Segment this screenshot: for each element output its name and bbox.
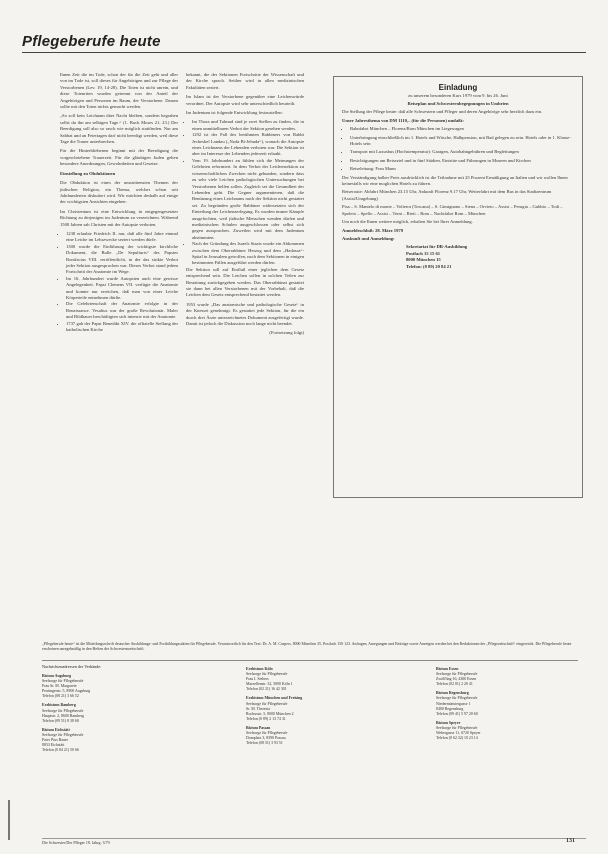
- invitation-box: [333, 76, 583, 498]
- paragraph: „So soll kein Leichnam über Nacht bleiben, sondern begraben sollst du ihn am selbigen Tage.“ (1. Buch Moses 21, 23.) Der Beerdigung soll also so rasch wie möglich stattfinden. Nur am Sabbat und an Feiertagen darf nicht beerdigt werden, weil diese Tage die Trauer unterbrechen.: [60, 113, 178, 145]
- address-line: Niedermünstergasse 1: [436, 701, 471, 706]
- address-block: [436, 721, 586, 741]
- address-line: Seelsorge für Pflegeberufe: [42, 708, 84, 713]
- paragraph: Im Islam ist der Verstorbene gegenüber eine Leichenwürde verordnet. Der Autopsie wird sehr unterschiedlich beurteilt.: [186, 94, 304, 106]
- paragraph: Unser Jahresthema von DM 1110,– (für die Personen) umfaßt:: [342, 117, 464, 123]
- address-block: [246, 726, 390, 746]
- address-block: [246, 667, 390, 692]
- address-line: Seelsorge für Pflegeberufe: [246, 701, 288, 706]
- address-block: [436, 667, 586, 687]
- list-item: • Besichtigungen am Reiseziel und in fünf Städten, Eintritte und Führungen in Museen und Kirchen: [350, 158, 574, 164]
- contact-line: Sekretariat für DB-Ausbildung: [406, 244, 468, 250]
- article-column-1: [60, 72, 178, 333]
- address-line: Telefon (02 21) 16 42 301: [246, 687, 287, 692]
- list-item: • 1238 erlaubte Friedrich II. nur, daß alle fünf Jahre einmal eine Leiche im Lehrzwecke seziert werden dürfe.: [66, 231, 178, 244]
- address-column-2: [246, 667, 390, 750]
- deadline-date: 28. März 1979: [375, 227, 403, 233]
- paragraph: Pisa – S. Mantelo di monte – Volterra (Toscana) – S. Gimignano – Siena – Orvieto – Assisi – Perugia – Gubbio – Todi – Spoleto – Spello – Assisi – Terni – Rieti – Rom – Nachtfahrt Rom – München: [342, 204, 563, 216]
- section-title: Pflegeberufe heute: [22, 33, 161, 50]
- address-name: Bistum Essen: [436, 667, 459, 671]
- address-name: Bistum Passau: [246, 725, 271, 730]
- address-name: Bistum Regensburg: [436, 691, 469, 696]
- paragraph: Die Obduktion ist eines der umstrittensten Themen der jüdischen Religion, ein Thema, welcher schon seit Jahrhunderten diskutiert wird. Wir möchten deshalb auf einige der wichtigsten Ansichten eingehen:: [60, 180, 178, 205]
- address-line: 8400 Regensburg: [436, 706, 464, 711]
- address-name: Bistum Augsburg: [42, 674, 72, 678]
- bullet-list: [342, 126, 574, 172]
- invitation-subtitle: zu unserem besonderen Kurs 1979 vom 9. bis 26. Juni: [408, 93, 508, 98]
- paragraph: Ihnen Zeit die im Tode, schon der für die Zeit geht und aller von im Tode ist, soll dieses für Angehörigen und zur Pflege der Verstorbenen (Lev. 19, 14-28). Die Toten ist nicht unrein, und diese Totenriten wurden getrennt von der Anteil der Angehörigen und Personen im Raum, der Verstorbene. Darum sollte mit den Toten nichts gemacht werden.: [60, 72, 178, 110]
- continued-note: (Fortsetzung folgt): [269, 330, 304, 336]
- address-line: Seelsorge für Pflegeberufe: [246, 672, 288, 677]
- address-line: Hauptstr. 2, 8600 Bamberg: [42, 713, 84, 718]
- deadline: [342, 228, 574, 234]
- paragraph: Reiseroute: Abfahrt München 23.15 Uhr, Ankunft Florenz 9.17 Uhr, Weiterfahrt mit dem Bus in das Stadtzentrum (Assisi/Umgebung): [342, 189, 552, 201]
- address-line: Frau Sr. M. Margarete: [42, 684, 77, 689]
- paragraph: 1953 wurde „Das anatomische und pathologische Gesetz“ in der Knesset genehmigt. Es gestattet jede Sektion, für die ein durch drei Ärzte unterzeichnetes Dokument ausgefertigt wurde. Damit ist jedoch die Diskussion noch lange nicht beendet.: [186, 301, 304, 327]
- paragraph: Der Verständigung halber Preis ausdrücklich ist die Teilnahme mit 25 Prozent Ermäßigung an Italien und wir wollen Ihnen keinesfalls wir eine moglichen Hotels zu führen.: [342, 174, 568, 187]
- list-item: • Nach der Gründung des Israels Staats wurde ein Abkommen zwischen dem Oberrabbiner Herzog und dem „Hadassa“-Spital in Jerusalem getroffen, nach dem Sektionen in einigen bestimmten Fällen ausgeführt werden dürfen.: [192, 241, 304, 267]
- address-line: Sr. M. Theresia: [246, 706, 270, 711]
- address-line: Seelsorge für Pflegeberufe: [436, 696, 478, 701]
- addresses-title: Nachrichtenadressen der Verbände:: [42, 664, 102, 669]
- address-line: Rochusstr. 5, 8000 München 2: [246, 711, 294, 716]
- invitation-topic: Reiseplan und Schwesternbegegnungen in Umbrien: [407, 101, 509, 106]
- address-name: Bistum Speyer: [436, 720, 461, 725]
- address-line: Telefon (09 51) 8 38 60: [42, 718, 79, 723]
- address-line: Telefon (08 21) 3 66 52: [42, 694, 79, 699]
- list-item: • Reiseleitung: Frau Mann: [350, 166, 574, 172]
- list-item: • Unterbringung einschließlich im 1. Hotels und Wäsche, Halbpension, mit Bad gelegen zu sein. Hotels oder in 1. Klasse-Hotels sein: [350, 135, 574, 148]
- list-item: • Im 16. Jahrhundert wurde Autopsien auch eine gewisse Angelegenheit. Papst Clemens VII. verfügte die Anatomie und konnte nur erreichen, daß man von einer Leiche Körperteile entnehmen dürfte.: [66, 276, 178, 302]
- list-item: • Die Gelehrtenschaft der Anatomie erfolgte in der Renaissance. Vesalius war der große Revolutionär. Maler und Bildhauer beschäftigten sich intensiv mit der Anatomie.: [66, 301, 178, 320]
- contact-address: [342, 244, 574, 270]
- contact-line: Postfach 15 15 61: [406, 250, 441, 256]
- list-item: • 1292 ist der Fall des berühmten Rabbiners von Rabbi Jecheskel Landau („Noda Bi-Jehuda“), wonach die Autopsie eines Leichnams der Lebenden verboten war. Die Sektion ist aber im Interesse der Lebenden jederzeit erlaubt.: [192, 132, 304, 158]
- invitation-title: Einladung: [438, 83, 478, 92]
- paragraph: Im Christentum ist eine Entwicklung in entgegengesetzter Richtung zu derjenigen im Judentum zu verzeichnen. Während 1500 Jahren sah Christen mit der Autopsie verboten.: [60, 208, 178, 227]
- address-line: Seelsorge für Pflegeberufe: [42, 732, 84, 737]
- contact-line: 8000 München 15: [406, 257, 441, 263]
- header-divider: [22, 52, 586, 53]
- address-line: Seelsorge für Pflegeberufe: [246, 731, 288, 736]
- address-line: Telefon (0 62 32) 10 23 14: [436, 736, 478, 741]
- note-divider: [42, 660, 578, 661]
- paragraph: Im Judentum ist folgende Entwicklung festzustellen:: [186, 110, 283, 116]
- address-line: Seelsorge für Pflegeberufe: [42, 679, 84, 684]
- address-block: [42, 703, 186, 723]
- list-item: • Im Thora und Talmud sind je zwei Stellen zu finden, die in einen unmittelbaren Verbot der Sektion gesehen werden.: [192, 119, 304, 132]
- margin-mark: [8, 800, 10, 840]
- subheading: Einstellung zu Obduktionen: [60, 170, 116, 176]
- address-block: [42, 728, 186, 753]
- list-item: • 1737 gab der Papst Benedikt XIV. die offizielle Stellung der katholischen Kirche: [66, 321, 178, 334]
- page-number: 131: [566, 838, 575, 844]
- paragraph: Die Stellung der Pflege heute: daß alle Schwestern und Pfleger und deren Angehörige sehr herzlich dazu ein.: [342, 109, 543, 115]
- address-line: Seelsorge für Pflegeberufe: [436, 672, 478, 677]
- footer-text: Die Schwester/Der Pfleger 18. Jahrg. 3/79: [42, 840, 110, 845]
- list-item: • Vom 19. Jahrhundert an fühlen sich die Meinungen der Gelehrten reformiert. In dem Verbot der Leichensektion zu wissenschaftlichen Zwecken nicht gebunden, sondern dass zu sehr viele Leichen pathologischen Untersuchungen bei Verstorbenen helfen sollen. Zugleich sei die Gesundheit der Lebenden geht. Die Gegner argumentieren, daß die Benützung eines Leichnams nach der Sektion nicht gestattet sei. Zu begründen große Rabbiner widersetzten sich der Einteilung der Leichenzerlegung. Es wurden immer Kämpfe ausgefochten, weil jüdische Menschen wenden dürfen und medizinischen Schulen ausgeschlossen oder selbst sich gegen aussprachen. Zuweilen wird mit dem Judentum abstimmten.: [192, 158, 304, 241]
- paragraph: Um noch die Ihnen weitere möglich, erhalten Sie bei Ihrer Anmeldung.: [342, 219, 473, 225]
- bullet-list: [186, 119, 304, 266]
- address-column-1: [42, 674, 186, 757]
- paragraph: Für die Hinterbliebenen beginnt mit der Beerdigung die vorgeschriebene Trauerzeit. Für die gläubigen Juden gelten besondere Anordnungen, Gewohnheiten und Gesetze.: [60, 148, 178, 167]
- address-block: [436, 691, 586, 716]
- address-line: Webergasse 11, 6720 Speyer: [436, 731, 481, 736]
- contact-line: Telefon: (0 89) 20 84 21: [406, 263, 452, 269]
- address-line: Marzellenstr. 32, 5000 Köln 1: [246, 682, 293, 687]
- address-line: Pater Pius Bauer: [42, 738, 68, 743]
- address-line: Telefon (02 01) 2 20 41: [436, 682, 473, 687]
- list-item: • 1300 wurde die Einführung der wichtigste kirchliche Dokument, die Bulle „De Sepulturis“ des Papstes Bonifacius VIII. veröffentlicht, in der das strikte Verbot jeder Sektion ausgesprochen war. Dieses Verbot stand jedem Fortschritt der Anatomie im Wege.: [66, 244, 178, 276]
- bullet-list: [60, 231, 178, 334]
- footer-divider: [42, 838, 586, 839]
- address-line: Telefon (09 41) 5 97 20 60: [436, 711, 478, 716]
- paragraph: Die Sektion soll auf Einfluß einer jeglichen dem Gesetz entsprechend sein. Die Leichen sollen in solchen Teilen zur Bestattung zurückgegeben werden. Das Oberrabbinat gestattet sie dann bei allen Verstorbenen mit der Vorbehalt, daß die Leichen dem Gesetz entsprechend bestattet werden.: [186, 266, 304, 298]
- deadline-label: Anmeldeschluß:: [342, 227, 374, 233]
- publication-note: „Pflegeberufe heute“ ist die Mitteilungsschrift deutscher Ausbildungs- und Fortbildungsstätten für Pflegeberufe. Verantwortlich für den Text: Dr. A. M. Caspers, 8000 München 35, Postfach 150 123. Anfragen, Anregungen und Beiträge sowie Anzeigen werden bei den Redaktionen der „Pflegezeitschrift“ eingereicht. Die Pflegeberufe heute erscheinen unregelmäßig in den Heften der Schwesternzeitschrift.: [42, 642, 572, 652]
- contact-label: Auskunft und Anmeldung:: [342, 235, 395, 241]
- list-item: • Transport mit Luxusbus (Hochstemperatur): Garagen, Autobahngebühren und Begleitungen: [350, 149, 574, 155]
- address-name: Erzbistum Bamberg: [42, 703, 76, 708]
- address-block: [42, 674, 186, 699]
- address-line: 8833 Eichstätt: [42, 743, 65, 748]
- address-line: Telefon (08 51) 3 93 51: [246, 741, 283, 746]
- address-line: Peutingerstr. 5, 8900 Augsburg: [42, 689, 91, 694]
- address-name: Erzbistum München und Freising: [246, 696, 303, 701]
- address-line: Telefon (0 89) 2 13 74 31: [246, 716, 286, 721]
- paragraph: bekannt, die der Sektionen Fortschritte der Wissenschaft und der Kirche sprach. Seither wird in allen medizinischen Fakultäten seziert.: [186, 72, 304, 90]
- address-block: [246, 696, 390, 721]
- address-line: Zwölfling 16, 4300 Essen: [436, 677, 477, 682]
- address-column-3: [436, 667, 586, 745]
- address-line: Domplatz 3, 8390 Passau: [246, 736, 286, 741]
- address-name: Bistum Eichstätt: [42, 727, 70, 732]
- address-line: Frau I. Siebers: [246, 677, 269, 682]
- address-name: Erzbistum Köln: [246, 667, 273, 671]
- address-line: Telefon (0 84 21) 50 66: [42, 748, 79, 753]
- address-line: Seelsorge für Pflegeberufe: [436, 725, 478, 730]
- list-item: • Bahnfahrt München – Florenz/Rom München im Liegewagen: [350, 126, 574, 132]
- article-column-2: [186, 72, 304, 340]
